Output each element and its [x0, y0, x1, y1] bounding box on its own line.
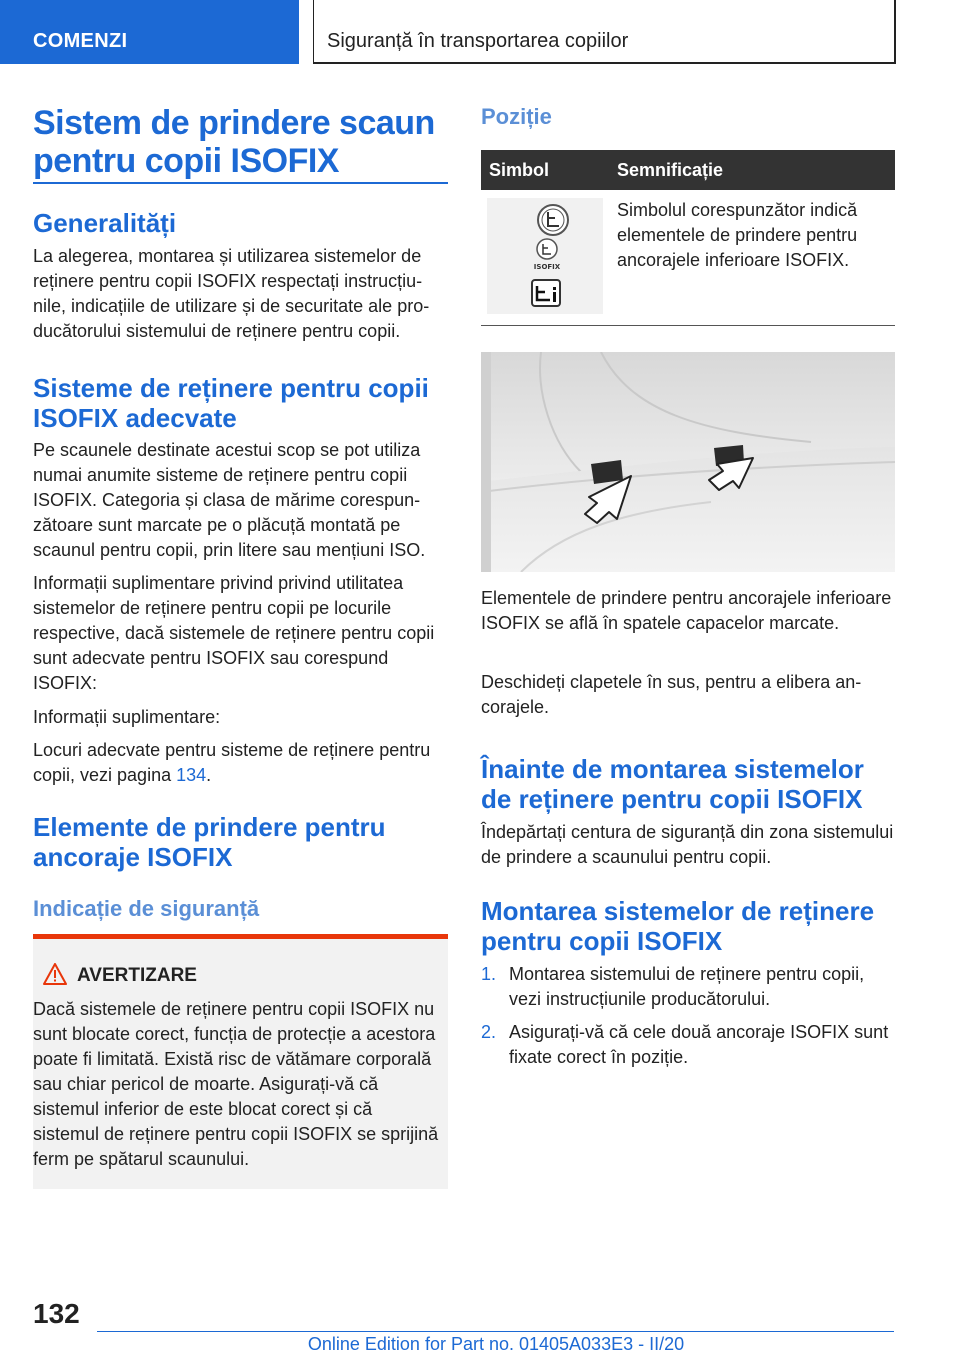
isofix-symbol-label: ISOFIX — [533, 263, 561, 271]
heading-generalitati: Generalități — [33, 208, 177, 238]
heading-pozitie: Poziție — [481, 104, 552, 129]
inainte-text: Îndepărtați centura de siguranță din zona sistemului de prindere a scaunului pentru copii. — [481, 822, 894, 867]
heading-inainte: Înainte de montarea sistemelor de reținere pentru copii ISOFIX — [481, 754, 864, 814]
warning-icon — [43, 963, 67, 985]
isofix-anchor-photo — [481, 352, 895, 572]
meaning-cell: Simbolul corespunzător indică elementele de prindere pentru ancorajele inferioare ISOFIX. — [617, 200, 858, 270]
steps-list — [481, 962, 895, 1078]
photo-caption-2: Deschideți clapetele în sus, pentru a elibera ancorajele. — [481, 672, 862, 717]
step-number: 1. — [481, 964, 497, 984]
table-header-row — [481, 150, 895, 190]
col-symbol: Simbol — [481, 150, 609, 190]
title-rule — [33, 182, 448, 184]
page-title: Sistem de prindere scaun pentru copii ISOFIX — [33, 104, 435, 180]
isofix-symbols-icon — [487, 198, 603, 314]
symbol-box — [487, 198, 603, 314]
table-row — [481, 190, 895, 324]
symbol-table — [481, 150, 895, 324]
heading-sisteme-adecvate: Sisteme de reținere pentru copii ISOFIX adecvate — [33, 373, 429, 433]
heading-indicatie: Indicație de siguranță — [33, 896, 260, 921]
footer-rule — [97, 1331, 894, 1332]
sisteme-paragraph-3: Informații suplimentare: — [33, 707, 221, 727]
warning-title: AVERTIZARE — [77, 965, 197, 986]
section-title: COMENZI — [33, 30, 128, 52]
heading-montarea: Montarea sistemelor de reținere pentru copii ISOFIX — [481, 896, 875, 956]
footer-edition: Online Edition for Part no. 01405A033E3 - II/20 — [307, 1334, 685, 1354]
step-text: Asigurați-vă că cele două ancoraje ISOFIX sunt fixate corect în poziție. — [509, 1022, 889, 1067]
sisteme-paragraph-1: Pe scaunele destinate acestui scop se pot utiliza numai anumite sisteme de reținere pentru copii ISOFIX. Categoria și clasa de mărime corespunzătoare sunt marcate pe o plăcuță montată pe scaunul pentru copii, prin litere sau mențiuni ISO. — [33, 440, 426, 560]
paragraph-text: Locuri adecvate pentru sisteme de reținere pentru copii, vezi pagina — [33, 740, 431, 785]
step-number: 2. — [481, 1022, 497, 1042]
col-meaning: Semnificație — [609, 150, 895, 190]
warning-text: Dacă sistemele de reținere pentru copii ISOFIX nu sunt blocate corect, funcția de protecție a acestora poate fi limitată. Există risc de vătămare corporală sau chiar pericol de moarte. Asigurați-vă că sistemul inferior de este blocat corect și că sistemul de reținere pentru copii ISOFIX se sprijină ferm pe spătarul scaunului. — [33, 999, 439, 1169]
chapter-title: Siguranță în transportarea copiilor — [327, 30, 629, 52]
sisteme-paragraph-4 — [33, 738, 448, 788]
photo-caption-1: Elementele de prindere pentru ancorajele inferioare ISOFIX se află în spatele capacelor marcate. — [481, 588, 892, 633]
page-link[interactable]: 134 — [176, 765, 207, 785]
warning-box — [33, 934, 448, 1189]
sisteme-paragraph-2: Informații suplimentare privind privind utilitatea sistemelor de reținere pentru copii pe locurile respective, dacă sistemele de reținere pentru copii sunt adecvate pentru ISOFIX sau corespund ISOFIX: — [33, 573, 435, 693]
step-text: Montarea sistemului de reținere pentru copii, vezi instrucțiunile producătorului. — [509, 964, 865, 1009]
section-tab — [0, 0, 299, 64]
list-item — [481, 1020, 895, 1070]
chapter-tab — [313, 0, 896, 64]
heading-elemente: Elemente de prindere pentru ancoraje ISOFIX — [33, 812, 386, 872]
generalitati-text: La alegerea, montarea și utilizarea sistemelor de reținere pentru copii ISOFIX respectați instrucțiunile, indicațiile de utilizare și de securitate ale producătorului sistemului de reținere pentru copii. — [33, 246, 430, 341]
symbol-cell — [481, 190, 609, 324]
paragraph-end: . — [206, 765, 212, 785]
list-item — [481, 962, 895, 1012]
page-number: 132 — [33, 1298, 80, 1329]
table-bottom-rule — [481, 325, 895, 326]
